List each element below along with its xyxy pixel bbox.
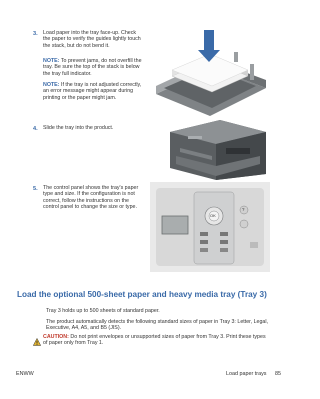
- ok-button-label: OK: [210, 213, 216, 218]
- caution-text: Do not print envelopes or unsupported sizes of paper from Tray 3. Print these types of paper only from Tray 1.: [43, 334, 266, 347]
- footer-left: ENWW: [16, 371, 34, 377]
- step-3-note-2: [43, 82, 143, 101]
- section-paragraph-1: Tray 3 holds up to 500 sheets of standard paper.: [46, 308, 160, 314]
- printer-drawing: [150, 118, 270, 180]
- paper-tray-drawing: [150, 24, 270, 120]
- footer-page-number: 85: [275, 371, 281, 377]
- note-label: NOTE:: [43, 58, 60, 64]
- caution-block: [43, 334, 269, 347]
- step-4-number: 4.: [33, 126, 38, 132]
- step-4-text: Slide the tray into the product.: [43, 125, 114, 131]
- printer-tray-illustration: [150, 118, 270, 180]
- footer-section-name: Load paper trays: [226, 371, 267, 377]
- caution-label: CAUTION:: [43, 334, 69, 340]
- note-text: To prevent jams, do not overfill the tray. Be sure the top of the stack is below the tray full indicator.: [43, 58, 142, 77]
- warning-icon: [33, 333, 41, 341]
- control-panel-illustration: [150, 182, 270, 272]
- help-button-label: ?: [242, 207, 245, 212]
- paper-tray-illustration: [150, 24, 270, 120]
- note-text: If the tray is not adjusted correctly, an error message might appear during printing or the paper might jam.: [43, 82, 142, 101]
- step-3-note-1: [43, 58, 143, 77]
- section-title: Load the optional 500-sheet paper and heavy media tray (Tray 3): [17, 290, 267, 299]
- step-5-number: 5.: [33, 186, 38, 192]
- section-paragraph-2: The product automatically detects the following standard sizes of paper in Tray 3: Letter, Legal, Executive, A4, A5, and B5 (JIS).: [46, 319, 269, 332]
- step-3-text: Load paper into the tray face-up. Check the paper to verify the guides lightly touch the stack, but do not bend it.: [43, 30, 141, 49]
- step-3-number: 3.: [33, 31, 38, 37]
- note-label: NOTE:: [43, 82, 60, 88]
- control-panel-drawing: [150, 182, 270, 272]
- step-5-text: The control panel shows the tray's paper type and size. If the configuration is not correct, follow the instructions on the control panel to change the size or type.: [43, 185, 139, 211]
